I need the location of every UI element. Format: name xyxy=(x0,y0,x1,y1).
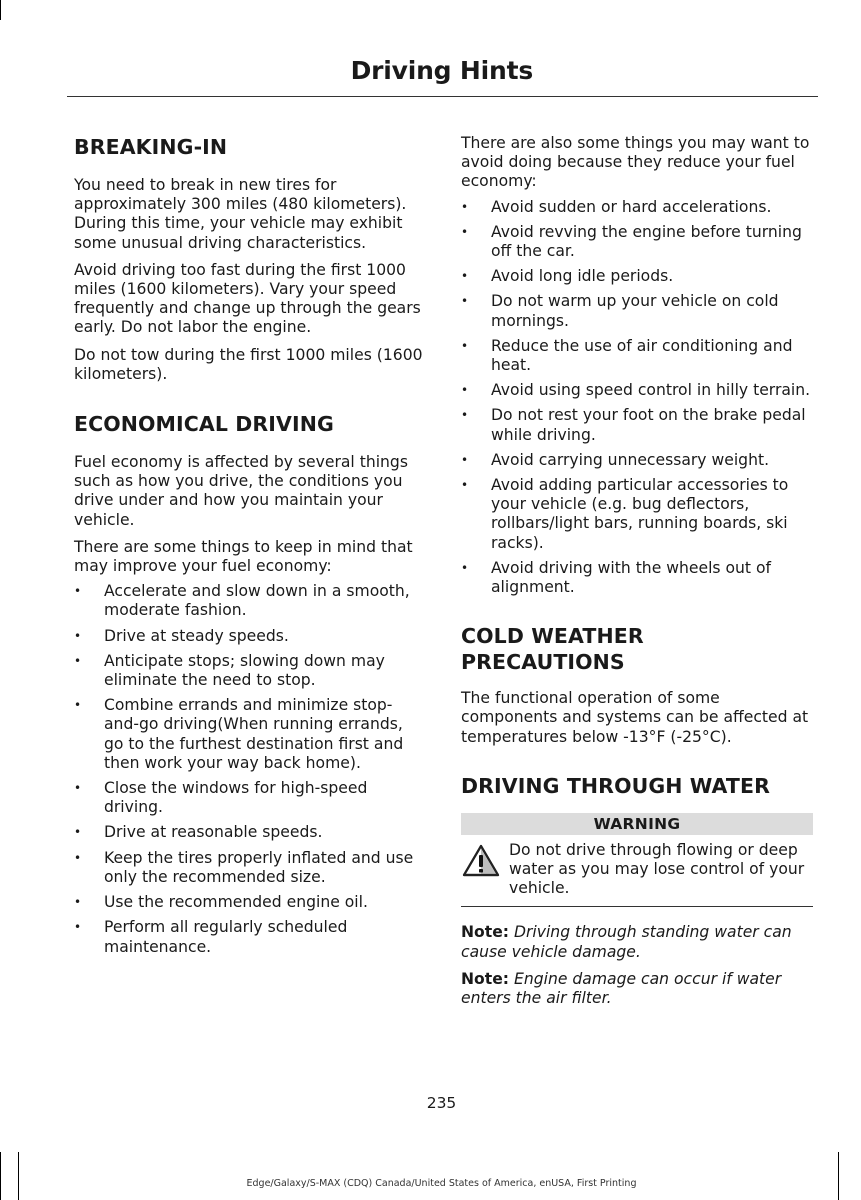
paragraph: Do not tow during the first 1000 miles (1600 kilometers). xyxy=(74,345,423,383)
section-heading-economical-driving: ECONOMICAL DRIVING xyxy=(74,412,334,437)
list-item: • Avoid using speed control in hilly terrain. xyxy=(461,381,811,400)
right-column xyxy=(461,134,813,1008)
list-item: • Do not rest your foot on the brake pedal while driving. xyxy=(461,406,806,444)
page-title: Driving Hints xyxy=(350,56,533,85)
paragraph: Avoid driving too fast during the first 1000 miles (1600 kilometers). Vary your speed frequently and change up through the gears early. Do not labor the engine. xyxy=(74,260,421,337)
bullet-list xyxy=(74,582,426,956)
note: Note: Driving through standing water can cause vehicle damage. xyxy=(461,923,792,961)
paragraph: There are some things to keep in mind that may improve your fuel economy: xyxy=(74,537,413,576)
paragraph: Fuel economy is affected by several things such as how you drive, the conditions you drive under and how you maintain your vehicle. xyxy=(74,453,408,529)
warning-label: WARNING xyxy=(461,813,813,835)
list-item: • Do not warm up your vehicle on cold mornings. xyxy=(461,292,779,330)
list-item: • Avoid revving the engine before turning off the car. xyxy=(461,222,802,261)
warning-triangle-icon xyxy=(461,841,509,899)
warning-text: Do not drive through flowing or deep water as you may lose control of your vehicle. xyxy=(509,840,805,898)
section-heading-cold-weather: COLD WEATHER PRECAUTIONS xyxy=(461,624,644,675)
paragraph: The functional operation of some components and systems can be affected at temperatures below -13°F (-25°C). xyxy=(461,689,809,746)
footer-text: Edge/Galaxy/S-MAX (CDQ) Canada/United States of America, enUSA, First Printing xyxy=(246,1178,637,1189)
list-item: • Avoid adding particular accessories to your vehicle (e.g. bug deflectors, rollbars/light bars, running boards, ski racks). xyxy=(461,476,789,552)
section-heading-driving-through-water: DRIVING THROUGH WATER xyxy=(461,773,770,798)
left-column xyxy=(74,134,426,963)
note: Note: Engine damage can occur if water enters the air filter. xyxy=(461,969,782,1008)
crop-mark xyxy=(18,1152,19,1200)
page-number: 235 xyxy=(426,1094,457,1112)
list-item: • Avoid sudden or hard accelerations. xyxy=(461,197,772,216)
crop-mark xyxy=(838,1152,839,1200)
list-item: • Avoid driving with the wheels out of alignment. xyxy=(461,558,772,597)
paragraph: You need to break in new tires for approximately 300 miles (480 kilometers). During this time, your vehicle may exhibit some unusual driving characteristics. xyxy=(74,176,407,252)
list-item: • Use the recommended engine oil. xyxy=(74,893,368,912)
bullet-list xyxy=(461,198,813,598)
paragraph: There are also some things you may want to avoid doing because they reduce your fuel economy: xyxy=(461,134,810,191)
warning-box xyxy=(461,813,813,908)
list-item: • Avoid carrying unnecessary weight. xyxy=(461,450,770,469)
list-item: • Accelerate and slow down in a smooth, moderate fashion. xyxy=(74,582,410,620)
section-heading-breaking-in: BREAKING-IN xyxy=(74,135,228,159)
list-item: • Combine errands and minimize stop-and-go driving(When running errands, go to the furthest destination first and then work your way back home). xyxy=(74,696,404,772)
list-item: • Drive at steady speeds. xyxy=(74,626,289,645)
list-item: • Avoid long idle periods. xyxy=(461,267,674,286)
list-item: • Close the windows for high-speed driving. xyxy=(74,779,368,817)
crop-mark xyxy=(0,0,1,20)
list-item: • Reduce the use of air conditioning and heat. xyxy=(461,336,793,375)
list-item: • Keep the tires properly inflated and use only the recommended size. xyxy=(74,848,414,886)
crop-mark xyxy=(0,1152,1,1200)
list-item: • Perform all regularly scheduled maintenance. xyxy=(74,918,348,956)
header-rule xyxy=(67,96,818,97)
list-item: • Drive at reasonable speeds. xyxy=(74,823,323,842)
list-item: • Anticipate stops; slowing down may eliminate the need to stop. xyxy=(74,651,385,690)
